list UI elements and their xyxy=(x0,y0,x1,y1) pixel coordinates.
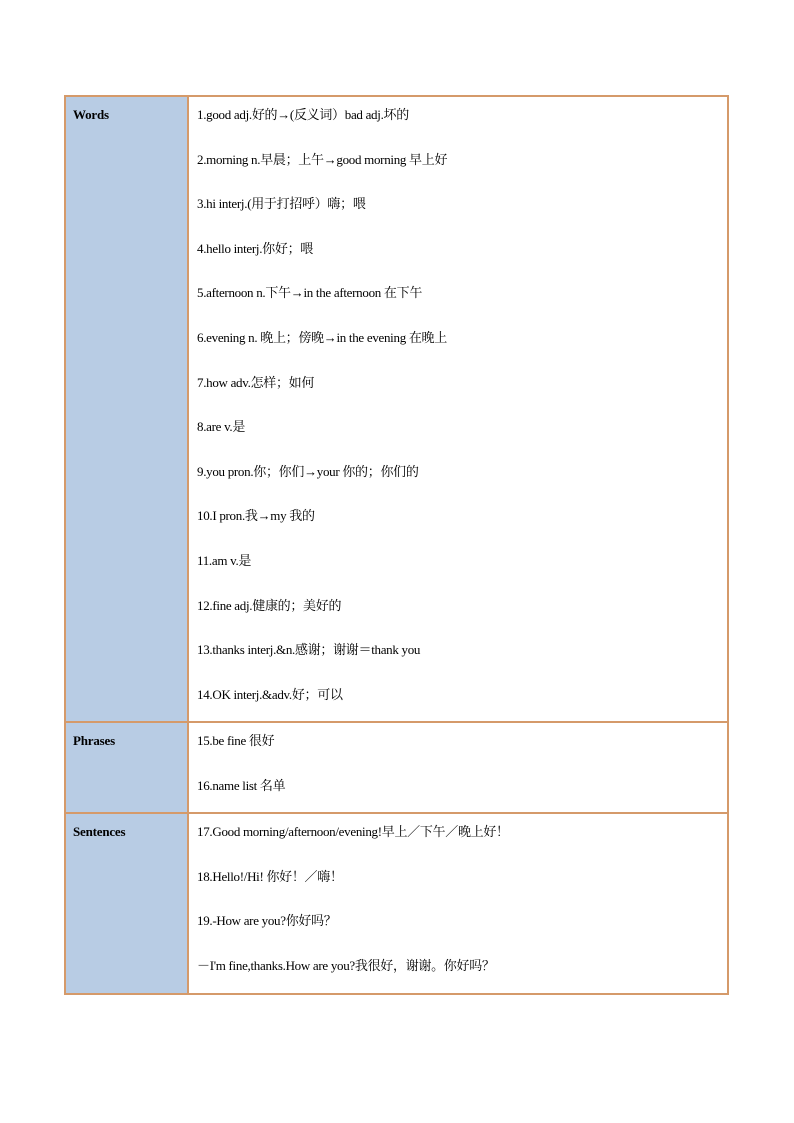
word-entry: 1.good adj.好的→(反义词）bad adj.坏的 xyxy=(197,107,409,122)
words-label-cell xyxy=(65,96,188,722)
words-row xyxy=(65,96,728,722)
word-entry: 13.thanks interj.&n.感谢；谢谢＝thank you xyxy=(197,642,421,658)
sentences-label-cell xyxy=(65,813,188,994)
phrases-row xyxy=(65,722,728,813)
word-entry: 7.how adv.怎样；如何 xyxy=(197,374,315,390)
word-entry: 8.are v.是 xyxy=(197,419,246,435)
word-entry: 4.hello interj.你好；喂 xyxy=(197,240,313,256)
word-entry: 2.morning n.早晨；上午→good morning 早上好 xyxy=(197,151,448,167)
sentence-entry: 18.Hello!/Hi! 你好！／嗨！ xyxy=(197,868,343,884)
word-entry: 10.I pron.我→my 我的 xyxy=(197,508,315,524)
word-entry: 5.afternoon n.下午→in the afternoon 在下午 xyxy=(197,285,423,301)
word-entry: 11.am v.是 xyxy=(197,552,252,568)
phrases-label: Phrases xyxy=(73,733,115,748)
words-label: Words xyxy=(73,107,109,122)
sentences-label: Sentences xyxy=(73,824,126,839)
phrase-entry: 16.name list 名单 xyxy=(197,777,286,793)
word-entry: 6.evening n. 晚上；傍晚→in the evening 在晚上 xyxy=(197,329,447,345)
word-entry: 12.fine adj.健康的；美好的 xyxy=(197,597,342,613)
phrases-content-cell xyxy=(188,722,728,813)
word-entry: 9.you pron.你；你们→your 你的；你们的 xyxy=(197,463,419,479)
phrase-entry: 15.be fine 很好 xyxy=(197,733,275,748)
phrases-label-cell xyxy=(65,722,188,813)
vocabulary-table xyxy=(64,95,729,995)
words-content-cell xyxy=(188,96,728,722)
sentence-entry: －I'm fine,thanks.How are you?我很好，谢谢。你好吗？ xyxy=(197,957,495,973)
word-entry: 3.hi interj.(用于打招呼）嗨；喂 xyxy=(197,196,366,212)
sentence-entry: 19.-How are you?你好吗？ xyxy=(197,913,337,929)
word-entry: 14.OK interj.&adv.好；可以 xyxy=(197,686,343,702)
sentences-row xyxy=(65,813,728,994)
sentences-content-cell xyxy=(188,813,728,994)
sentence-entry: 17.Good morning/afternoon/evening!早上／下午／晚上好！ xyxy=(197,824,509,839)
